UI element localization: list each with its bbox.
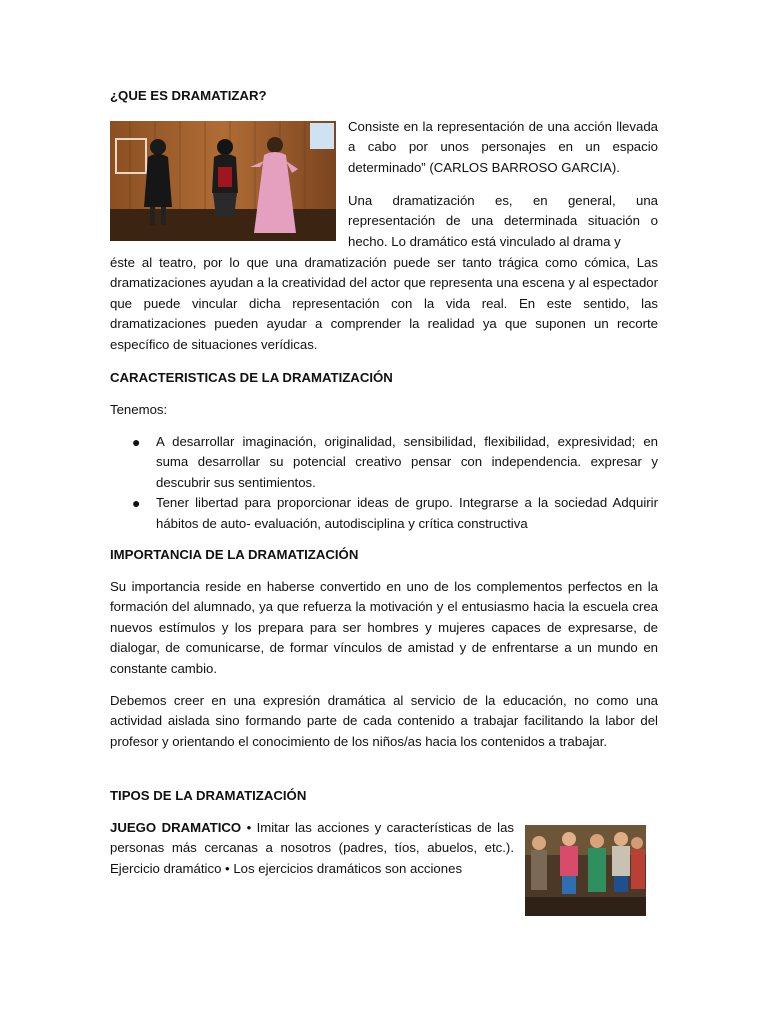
children-costume-image: [525, 825, 646, 916]
description-paragraph-wrapped: Una dramatización es, en general, una representación de una determinada situación o hecho. Lo dramático está vinculado al drama y: [348, 193, 658, 249]
section-heading-tipos: TIPOS DE LA DRAMATIZACIÓN: [110, 788, 307, 803]
list-item: [110, 432, 658, 493]
bullet-icon: ●: [132, 495, 141, 512]
importance-paragraph-1: Su importancia reside en haberse convertido en uno de los complementos perfectos en la formación del alumnado, ya que refuerza la motivación y el entusiasmo hacia la escuela crea nuevos estímulos y los prepara para ser hombres y mujeres capaces de expresarse, de dialogar, de comunicarse, de formar vínculos de amistad y de enfrentarse a un mundo en constante cambio.: [110, 579, 658, 676]
dramatization-photo: [110, 121, 336, 241]
definition-paragraph: Consiste en la representación de una acción llevada a cabo por unos personajes en un espacio determinado” (CARLOS BARROSO GARCIA).: [348, 119, 658, 175]
section-heading-caracteristicas: CARACTERISTICAS DE LA DRAMATIZACIÓN: [110, 370, 393, 385]
juego-dramatico-paragraph: [110, 818, 514, 879]
list-item-text: A desarrollar imaginación, originalidad, sensibilidad, flexibilidad, expresividad; en suma desarrollar su potencial creativo pensar con independencia. expresar y descubrir sus sentimientos.: [156, 434, 658, 490]
importance-paragraph-2: Debemos creer en una expresión dramática al servicio de la educación, no como una actividad aislada sino formando parte de cada contenido a trabajar facilitando la labor del profesor y orientando el conocimiento de los niños/as hacia los contenidos a trabajar.: [110, 693, 658, 749]
juego-dramatico-text: • Imitar las acciones y características de las personas más cercanas a nosotros (padres, tíos, abuelos, etc.). Ejercicio dramático • Los ejercicios dramáticos son acciones: [110, 820, 514, 876]
characteristics-list: [110, 432, 658, 534]
juego-dramatico-label: JUEGO DRAMATICO: [110, 820, 242, 835]
stage-scene-image: [110, 121, 336, 241]
list-item-text: Tener libertad para proporcionar ideas de grupo. Integrarse a la sociedad Adquirir hábitos de auto- evaluación, autodisciplina y crítica constructiva: [156, 495, 658, 531]
intro-tenemos: Tenemos:: [110, 402, 168, 417]
section-heading-importancia: IMPORTANCIA DE LA DRAMATIZACIÓN: [110, 547, 359, 562]
bullet-icon: ●: [132, 434, 141, 450]
description-paragraph: éste al teatro, por lo que una dramatización puede ser tanto trágica como cómica, Las dramatizaciones ayudan a la creatividad del actor que representa una escena y al espectador que puede vincular dicha representación con la vida real. En este sentido, las dramatizaciones pueden ayudar a comprender la realidad ya que suponen un recorte específico de situaciones verídicas.: [110, 255, 658, 352]
page-title: ¿QUE ES DRAMATIZAR?: [110, 88, 267, 103]
costumed-children-photo: [525, 825, 646, 916]
list-item: [110, 493, 658, 534]
